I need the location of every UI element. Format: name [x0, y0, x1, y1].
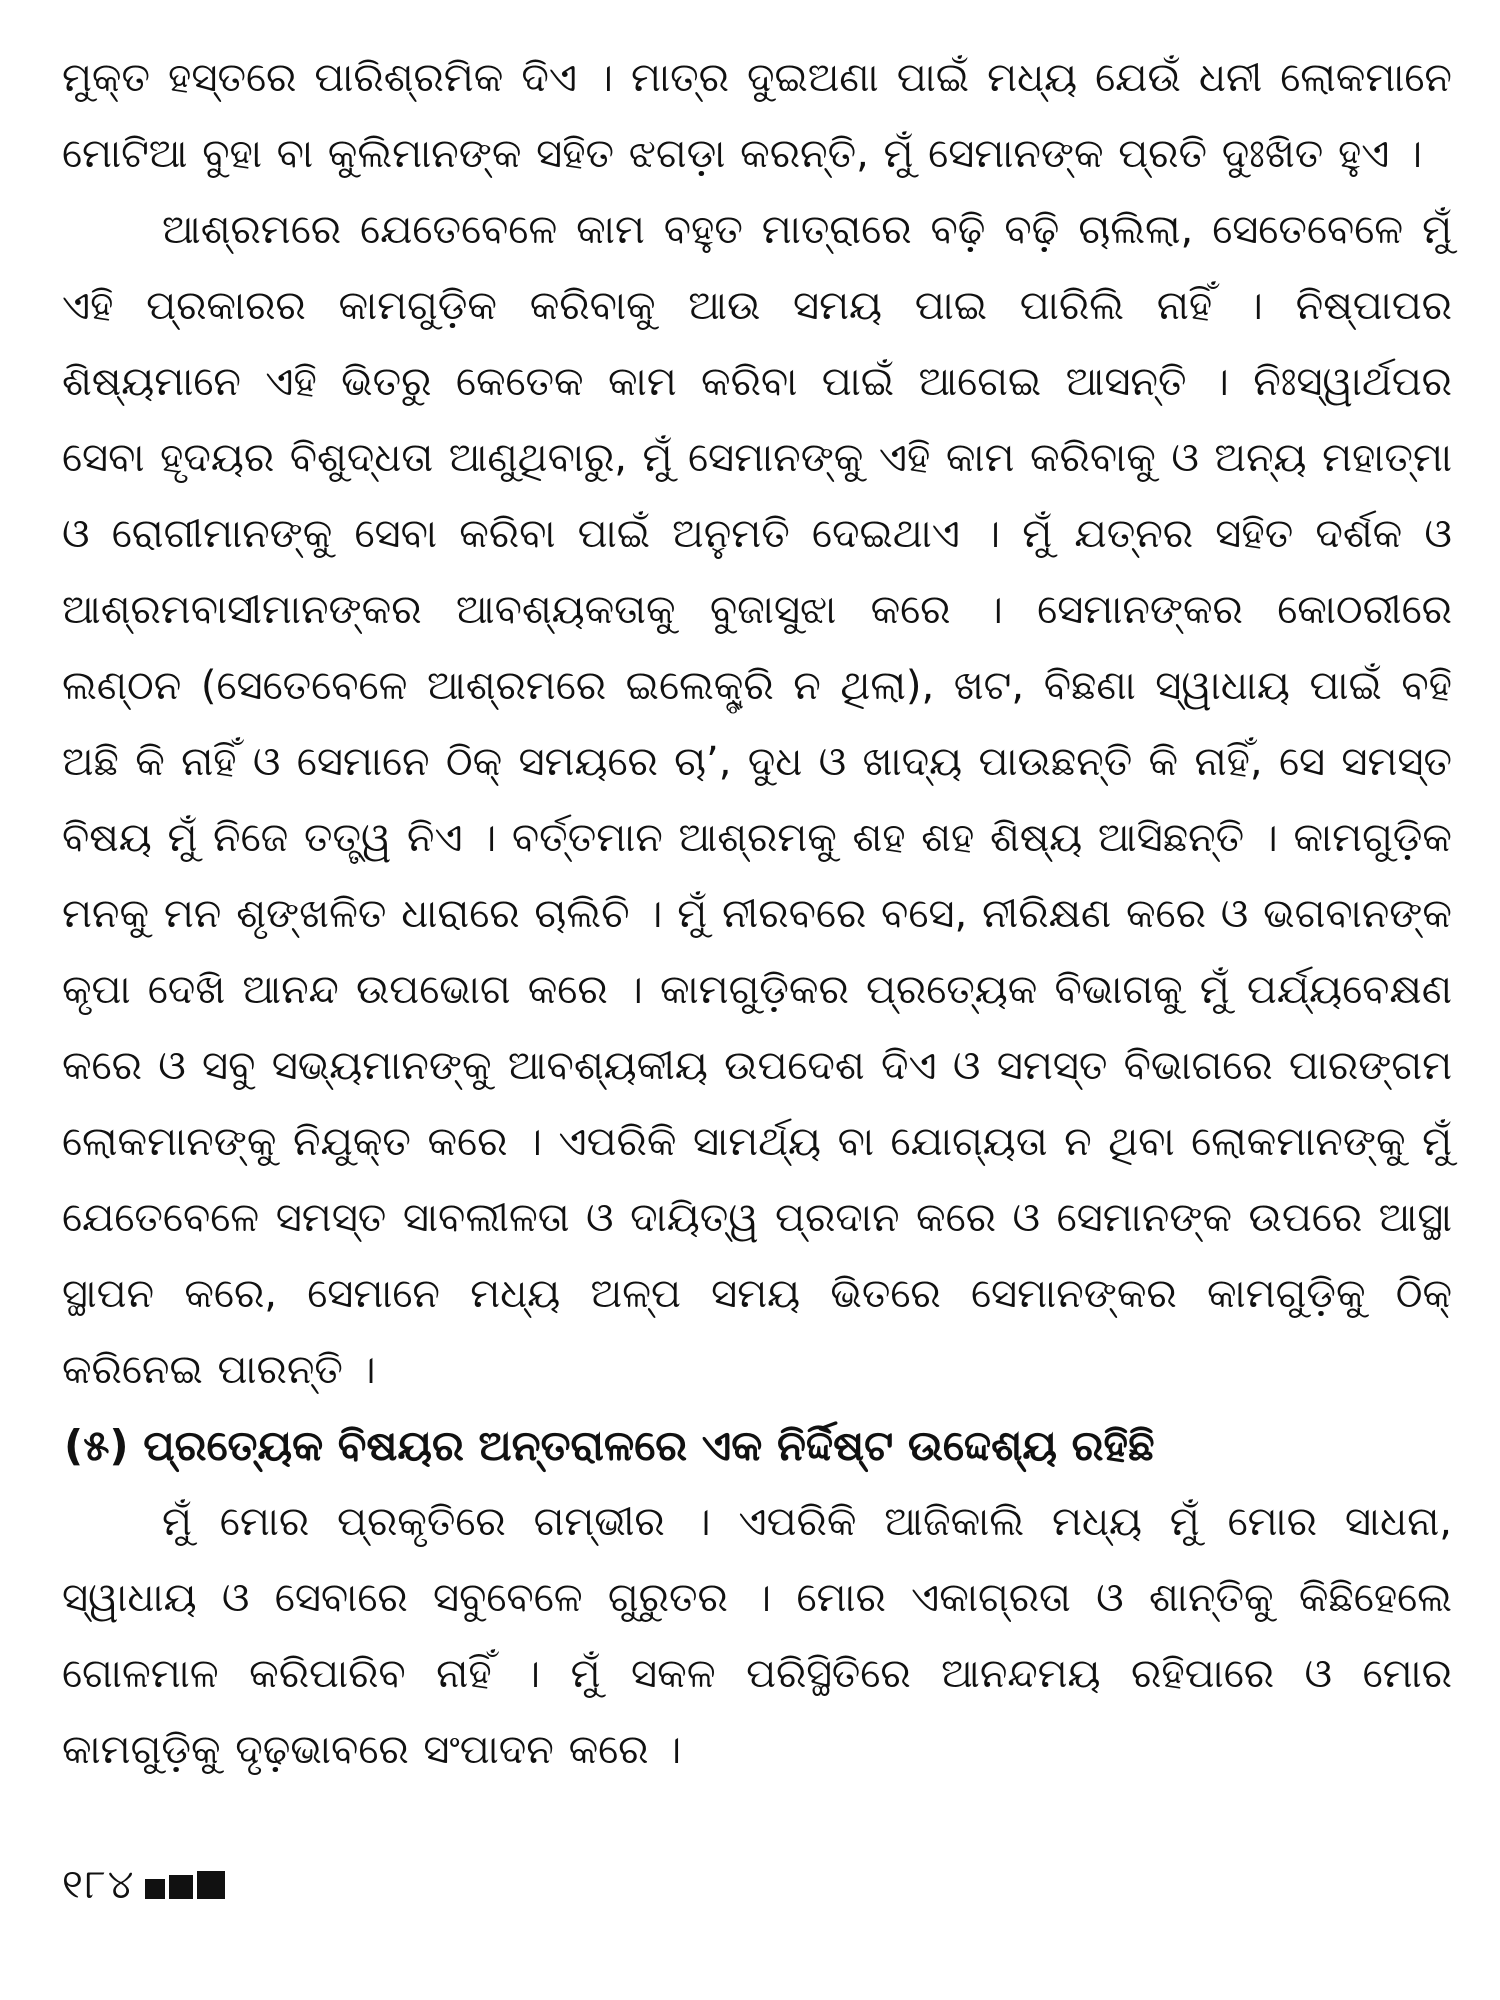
footer-squares-icon	[145, 1871, 225, 1899]
page-footer	[62, 1860, 225, 1910]
section-paragraph: ମୁଁ ମୋର ପ୍ରକୃତିରେ ଗମ୍ଭୀର । ଏପରିକି ଆଜିକାଲି ମଧ୍ୟ ମୁଁ ମୋର ସାଧନା, ସ୍ୱାଧାୟ ଓ ସେବାରେ ସବୁବେଳେ ଗୁରୁତର । ମୋର ଏକାଗ୍ରତା ଓ ଶାନ୍ତିକୁ କିଛିହେଲେ ଗୋଳମାଳ କରିପାରିବ ନାହିଁ । ମୁଁ ସକଳ ପରିସ୍ଥିତିରେ ଆନନ୍ଦମୟ ରହିପାରେ ଓ ମୋର କାମଗୁଡ଼ିକୁ ଦୃଢ଼ଭାବରେ ସଂପାଦନ କରେ ।	[62, 1499, 1452, 1773]
page-number: ୧୮୪	[62, 1862, 136, 1908]
medium-square-icon	[169, 1875, 193, 1899]
small-square-icon	[145, 1879, 165, 1899]
book-page	[62, 40, 1452, 1960]
large-square-icon	[197, 1871, 225, 1899]
body-paragraph-2: ଆଶ୍ରମରେ ଯେତେବେଳେ କାମ ବହୁତ ମାତ୍ରାରେ ବଢ଼ି ବଢ଼ି ଚାଲିଲା, ସେତେବେଳେ ମୁଁ ଏହି ପ୍ରକାରର କାମଗୁଡ଼ିକ କରିବାକୁ ଆଉ ସମୟ ପାଇ ପାରିଲି ନାହିଁ । ନିଷ୍ପାପର ଶିଷ୍ୟମାନେ ଏହି ଭିତରୁ କେତେକ କାମ କରିବା ପାଇଁ ଆଗେଇ ଆସନ୍ତି । ନିଃସ୍ୱାର୍ଥପର ସେବା ହୃଦୟର ବିଶୁଦ୍ଧତା ଆଣୁଥିବାରୁ, ମୁଁ ସେମାନଙ୍କୁ ଏହି କାମ କରିବାକୁ ଓ ଅନ୍ୟ ମହାତ୍ମା ଓ ରୋଗୀମାନଙ୍କୁ ସେବା କରିବା ପାଇଁ ଅନୁମତି ଦେଇଥାଏ । ମୁଁ ଯତ୍ନର ସହିତ ଦର୍ଶକ ଓ ଆଶ୍ରମବାସୀମାନଙ୍କର ଆବଶ୍ୟକତାକୁ ବୁଜାସୁଝା କରେ । ସେମାନଙ୍କର କୋଠରୀରେ ଲଣ୍ଠନ (ସେତେବେଳେ ଆଶ୍ରମରେ ଇଲେକ୍ଟ୍ରି ନ ଥିଲା), ଖଟ, ବିଛଣା ସ୍ୱାଧାୟ ପାଇଁ ବହି ଅଛି କି ନାହିଁ ଓ ସେମାନେ ଠିକ୍ ସମୟରେ ଚା’, ଦୁଧ ଓ ଖାଦ୍ୟ ପାଉଛନ୍ତି କି ନାହିଁ, ସେ ସମସ୍ତ ବିଷୟ ମୁଁ ନିଜେ ତତ୍ତ୍ୱ ନିଏ । ବର୍ତ୍ତମାନ ଆଶ୍ରମକୁ ଶହ ଶହ ଶିଷ୍ୟ ଆସିଛନ୍ତି । କାମଗୁଡ଼ିକ ମନକୁ ମନ ଶୃଙ୍ଖଳିତ ଧାରାରେ ଚାଲିଚି । ମୁଁ ନୀରବରେ ବସେ, ନୀରିକ୍ଷଣ କରେ ଓ ଭଗବାନଙ୍କ କୃପା ଦେଖି ଆନନ୍ଦ ଉପଭୋଗ କରେ । କାମଗୁଡ଼ିକର ପ୍ରତ୍ୟେକ ବିଭାଗକୁ ମୁଁ ପର୍ଯ୍ୟବେକ୍ଷଣ କରେ ଓ ସବୁ ସଭ୍ୟମାନଙ୍କୁ ଆବଶ୍ୟକୀୟ ଉପଦେଶ ଦିଏ ଓ ସମସ୍ତ ବିଭାଗରେ ପାରଙ୍ଗମ ଲୋକମାନଙ୍କୁ ନିଯୁକ୍ତ କରେ । ଏପରିକି ସାମର୍ଥ୍ୟ ବା ଯୋଗ୍ୟତା ନ ଥିବା ଲୋକମାନଙ୍କୁ ମୁଁ ଯେତେବେଳେ ସମସ୍ତ ସାବଲୀଳତା ଓ ଦାୟିତ୍ୱ ପ୍ରଦାନ କରେ ଓ ସେମାନଙ୍କ ଉପରେ ଆସ୍ଥା ସ୍ଥାପନ କରେ, ସେମାନେ ମଧ୍ୟ ଅଳ୍ପ ସମୟ ଭିତରେ ସେମାନଙ୍କର କାମଗୁଡ଼ିକୁ ଠିକ୍ କରିନେଇ ପାରନ୍ତି ।	[62, 207, 1452, 1393]
body-paragraph-1: ମୁକ୍ତ ହସ୍ତରେ ପାରିଶ୍ରମିକ ଦିଏ । ମାତ୍ର ଦୁଇଅଣା ପାଇଁ ମଧ୍ୟ ଯେଉଁ ଧନୀ ଲୋକମାନେ ମୋଟିଆ ବୁହା ବା କୁଲିମାନଙ୍କ ସହିତ ଝଗଡ଼ା କରନ୍ତି, ମୁଁ ସେମାନଙ୍କ ପ୍ରତି ଦୁଃଖିତ ହୁଏ ।	[62, 55, 1452, 177]
section-heading: (୫) ପ୍ରତ୍ୟେକ ବିଷୟର ଅନ୍ତରାଳରେ ଏକ ନିର୍ଦ୍ଦିଷ୍ଟ ଉଦ୍ଦେଶ୍ୟ ରହିଛି	[64, 1421, 1155, 1470]
